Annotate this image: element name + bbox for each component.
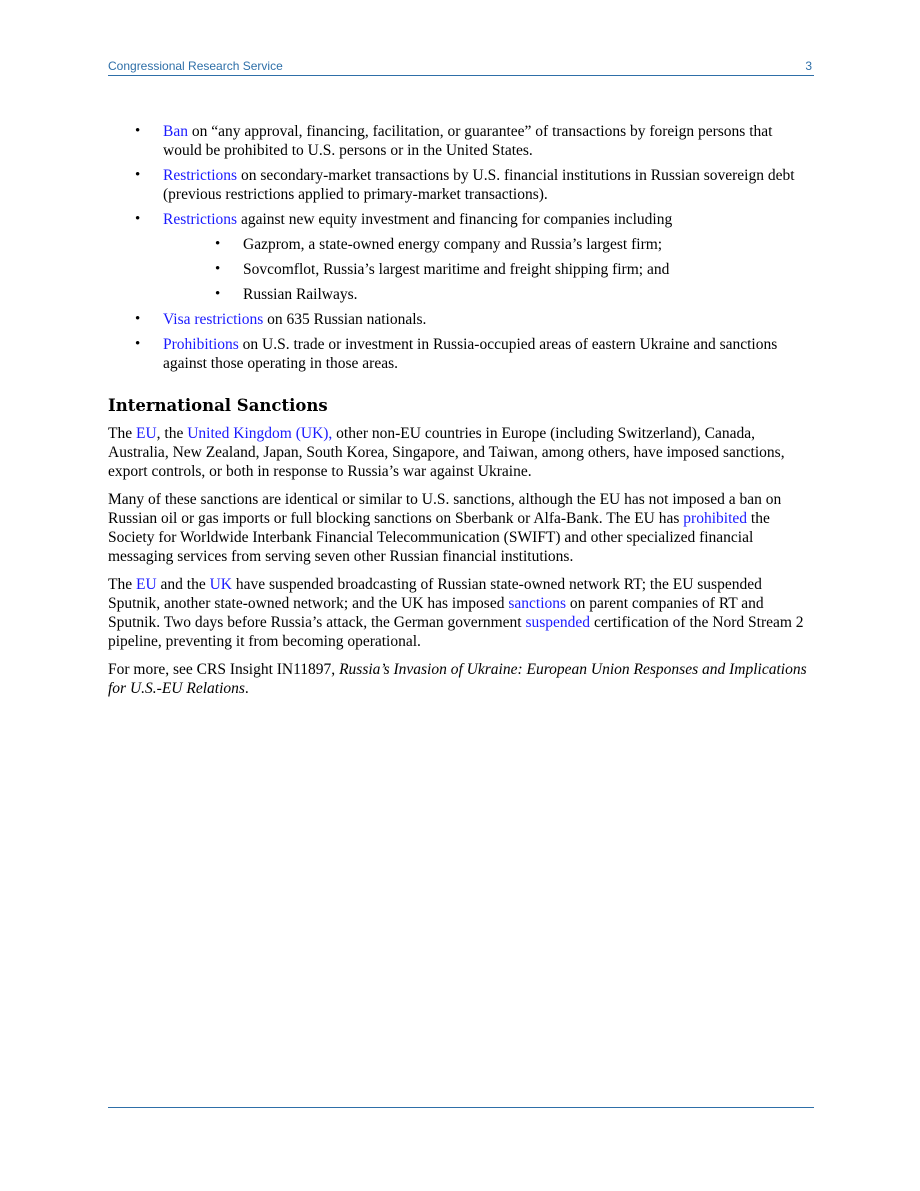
link-eu[interactable]: EU — [135, 425, 157, 442]
list-item-text: on “any approval, financing, facilitation, or guarantee” of transactions by foreign persons that would be prohibited to U.S. persons or in the United States. — [163, 123, 773, 159]
page-number: 3 — [805, 59, 812, 73]
sub-list-item — [163, 260, 814, 279]
text-run: . — [244, 680, 249, 697]
link-restrictions-debt[interactable]: Restrictions — [163, 167, 238, 184]
text-run: other non-EU countries in Europe (including Switzerland), Canada, Australia, New Zealand, Japan, South Korea, Singapore, and Taiwan, among others, have imposed sanctions, export controls, or both in response to Russia’s war against Ukraine. — [108, 425, 785, 480]
paragraph-3 — [108, 575, 814, 651]
text-run: Many of these sanctions are identical or similar to U.S. sanctions, although the EU has not imposed a ban on Russian oil or gas imports or full blocking sanctions on Sberbank or Alfa-Bank. The EU has — [108, 491, 782, 527]
list-item-text: on secondary-market transactions by U.S. financial institutions in Russian sovereign debt (previous restrictions applied to primary-market transactions). — [163, 167, 795, 203]
link-prohibitions[interactable]: Prohibitions — [163, 336, 239, 353]
list-item — [108, 310, 814, 329]
sanctions-list — [108, 122, 814, 373]
bullet-icon: • — [135, 211, 141, 227]
bullet-icon: • — [215, 286, 221, 302]
header-org: Congressional Research Service — [108, 59, 283, 73]
text-run: certification of the Nord Stream 2 pipeline, preventing it from becoming operational. — [108, 614, 804, 650]
sub-list-item — [163, 285, 814, 304]
list-item — [108, 122, 814, 160]
footer-rule — [108, 1107, 814, 1108]
list-item — [108, 335, 814, 373]
list-item-text: on U.S. trade or investment in Russia-occupied areas of eastern Ukraine and sanctions against those operating in those areas. — [163, 336, 778, 372]
text-run: The — [108, 425, 136, 442]
link-uk-rt[interactable]: UK — [209, 576, 232, 593]
sub-list-item-text: Russian Railways. — [243, 286, 358, 303]
bullet-icon: • — [215, 261, 221, 277]
bullet-icon: • — [135, 311, 141, 327]
bullet-icon: • — [135, 167, 141, 183]
paragraph-2 — [108, 490, 814, 566]
sub-list-item — [163, 235, 814, 254]
text-run: and the — [156, 576, 210, 593]
link-eu-rt[interactable]: EU — [135, 576, 157, 593]
link-suspended[interactable]: suspended — [525, 614, 591, 631]
list-item-text: on 635 Russian nationals. — [263, 311, 427, 328]
link-uk[interactable]: United Kingdom (UK), — [187, 425, 333, 442]
text-run: on parent companies of RT and Sputnik. Two days before Russia’s attack, the German government — [108, 595, 764, 631]
bullet-icon: • — [135, 123, 141, 139]
text-run: The — [108, 576, 136, 593]
report-title: Russia’s Invasion of Ukraine: European Union Responses and Implications for U.S.-EU Relations — [108, 661, 807, 697]
list-item-text: against new equity investment and financing for companies including — [237, 211, 673, 228]
link-restrictions-equity[interactable]: Restrictions — [163, 211, 238, 228]
text-run: have suspended broadcasting of Russian state-owned network RT; the EU suspended Sputnik, another state-owned network; and the UK has imposed — [108, 576, 762, 612]
link-sanctions[interactable]: sanctions — [508, 595, 567, 612]
document-body — [108, 122, 814, 707]
company-sublist — [163, 235, 814, 304]
bullet-icon: • — [215, 236, 221, 252]
list-item — [108, 166, 814, 204]
paragraph-1 — [108, 424, 814, 481]
page-header — [108, 58, 814, 76]
section-heading: International Sanctions — [108, 396, 328, 415]
text-run: For more, see CRS Insight IN11897, — [108, 661, 340, 678]
list-item — [108, 210, 814, 304]
link-visa-restrictions[interactable]: Visa restrictions — [163, 311, 264, 328]
text-run: the Society for Worldwide Interbank Financial Telecommunication (SWIFT) and other specialized financial messaging services from serving seven other Russian financial institutions. — [108, 510, 770, 565]
text-run: , the — [156, 425, 188, 442]
bullet-icon: • — [135, 336, 141, 352]
link-ban[interactable]: Ban — [163, 123, 188, 140]
link-prohibited[interactable]: prohibited — [683, 510, 748, 527]
paragraph-4 — [108, 660, 814, 698]
sub-list-item-text: Gazprom, a state-owned energy company and Russia’s largest firm; — [243, 236, 663, 253]
sub-list-item-text: Sovcomflot, Russia’s largest maritime and freight shipping firm; and — [243, 261, 670, 278]
